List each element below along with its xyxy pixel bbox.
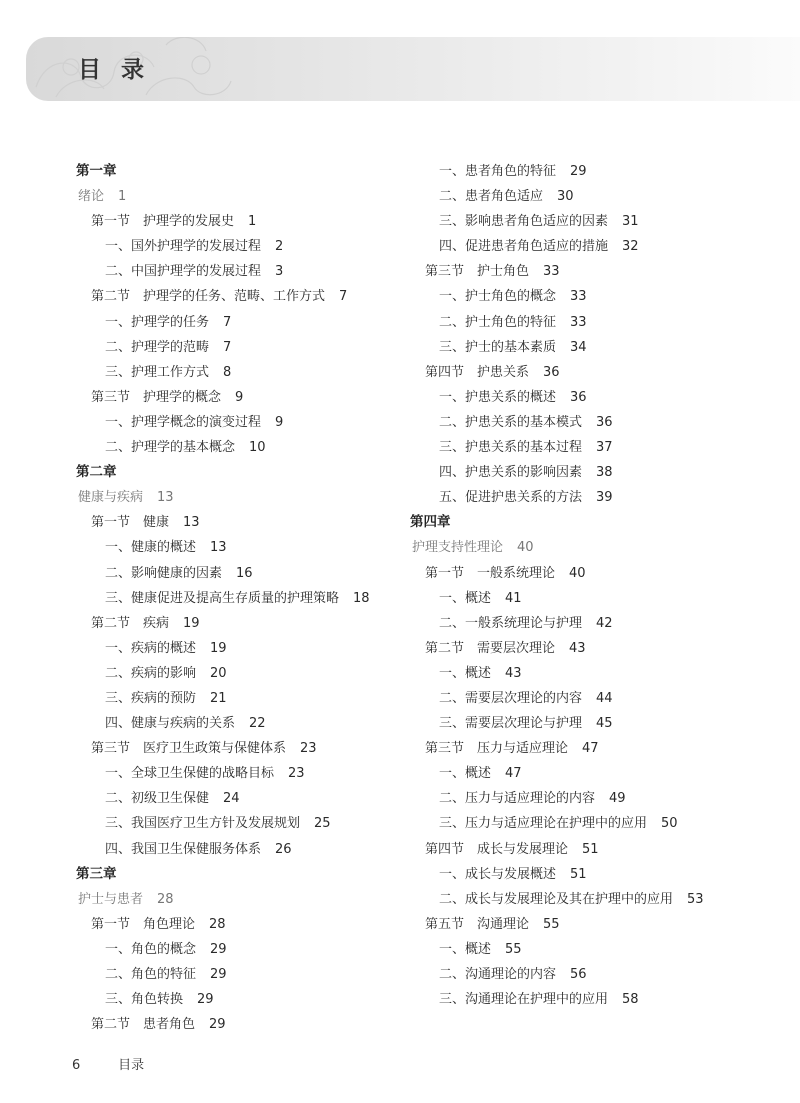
toc-entry-page: 42	[596, 615, 613, 631]
toc-item[interactable]	[410, 310, 770, 335]
toc-entry-text: 三、我国医疗卫生方针及发展规划	[105, 816, 301, 832]
toc-entry-text: 第一章	[76, 163, 117, 179]
toc-entry-text: 第二节 护理学的任务、范畴、工作方式	[91, 289, 326, 305]
toc-entry-page: 23	[288, 766, 305, 782]
toc-entry-page: 19	[183, 615, 200, 631]
toc-item[interactable]	[76, 686, 436, 711]
toc-item[interactable]	[410, 987, 770, 1012]
toc-entry-text: 三、疾病的预防	[105, 690, 197, 706]
toc-item[interactable]	[410, 460, 770, 485]
toc-entry-page: 29	[210, 941, 227, 957]
toc-item[interactable]	[76, 435, 436, 460]
toc-entry-page: 8	[223, 364, 232, 380]
toc-entry-text: 五、促进护患关系的方法	[439, 490, 583, 506]
toc-item[interactable]	[410, 686, 770, 711]
toc-entry-page: 33	[543, 264, 560, 280]
toc-section[interactable]	[410, 360, 770, 385]
toc-entry-text: 第三节 护士角色	[425, 264, 530, 280]
toc-section[interactable]	[410, 259, 770, 284]
toc-right-column	[410, 159, 770, 1012]
toc-entry-page: 25	[314, 816, 331, 832]
toc-entry-text: 二、角色的特征	[105, 967, 197, 982]
toc-entry-text: 一、患者角色的特征	[439, 164, 557, 179]
toc-entry-text: 三、角色转换	[105, 992, 184, 1008]
toc-section[interactable]	[76, 284, 436, 309]
toc-left-column	[76, 159, 436, 1037]
toc-entry-page: 7	[339, 289, 348, 305]
toc-entry-text: 四、健康与疾病的关系	[105, 716, 236, 732]
toc-entry-page: 47	[582, 741, 599, 757]
toc-entry-text: 三、影响患者角色适应的因素	[439, 214, 609, 230]
toc-section[interactable]	[410, 636, 770, 661]
toc-item[interactable]	[76, 837, 436, 862]
toc-entry-text: 一、护士角色的概念	[439, 289, 557, 305]
toc-subtitle[interactable]	[410, 535, 770, 560]
toc-entry-page: 39	[596, 490, 613, 506]
toc-entry-text: 第二章	[76, 464, 117, 481]
toc-entry-text: 一、疾病的概述	[105, 640, 197, 656]
toc-item[interactable]	[76, 786, 436, 811]
toc-subtitle[interactable]	[76, 887, 436, 912]
toc-entry-page: 50	[661, 816, 678, 832]
toc-entry-page: 40	[569, 565, 586, 581]
toc-entry-text: 二、护理学的基本概念	[105, 440, 236, 456]
toc-entry-text: 三、压力与适应理论在护理中的应用	[439, 816, 648, 832]
toc-entry-page: 49	[609, 791, 626, 807]
toc-entry-page: 33	[570, 314, 587, 330]
toc-entry-text: 第四节 护患关系	[425, 364, 530, 380]
toc-chapter	[76, 159, 436, 184]
toc-entry-text: 二、沟通理论的内容	[439, 967, 557, 982]
toc-item[interactable]	[410, 586, 770, 611]
toc-item[interactable]	[410, 335, 770, 360]
toc-entry-text: 一、护患关系的概述	[439, 389, 557, 405]
toc-chapter	[76, 862, 436, 887]
toc-entry-page: 26	[275, 841, 292, 857]
toc-section[interactable]	[76, 912, 436, 937]
toc-entry-page: 2	[275, 239, 284, 255]
toc-entry-text: 二、患者角色适应	[439, 189, 544, 205]
toc-entry-page: 16	[236, 565, 253, 581]
toc-subtitle[interactable]	[76, 184, 436, 209]
toc-item[interactable]	[76, 811, 436, 836]
toc-entry-text: 三、护理工作方式	[105, 364, 210, 380]
toc-item[interactable]	[76, 661, 436, 686]
toc-entry-text: 第一节 角色理论	[91, 916, 196, 932]
toc-entry-text: 第一节 健康	[91, 515, 170, 531]
toc-entry-text: 第三节 医疗卫生政策与保健体系	[91, 741, 287, 757]
toc-entry-page: 45	[596, 716, 613, 732]
toc-section[interactable]	[76, 611, 436, 636]
toc-entry-text: 二、成长与发展理论及其在护理中的应用	[439, 891, 674, 907]
toc-entry-text: 第四章	[410, 514, 451, 531]
toc-entry-text: 第二节 需要层次理论	[425, 640, 556, 656]
toc-entry-text: 二、疾病的影响	[105, 665, 197, 681]
header-banner	[26, 37, 800, 101]
toc-entry-text: 第二节 患者角色	[91, 1017, 196, 1033]
toc-entry-text: 一、概述	[439, 941, 492, 957]
toc-entry-page: 9	[275, 414, 284, 430]
toc-entry-text: 一、概述	[439, 665, 492, 681]
toc-item[interactable]	[76, 535, 436, 560]
toc-entry-page: 55	[505, 941, 522, 957]
toc-entry-text: 第三节 压力与适应理论	[425, 741, 569, 757]
toc-item[interactable]	[410, 811, 770, 836]
toc-entry-text: 二、中国护理学的发展过程	[105, 264, 262, 280]
toc-section[interactable]	[76, 1012, 436, 1037]
toc-entry-page: 51	[582, 841, 599, 857]
toc-entry-text: 第三节 护理学的概念	[91, 389, 222, 405]
toc-item[interactable]	[410, 159, 770, 184]
toc-item[interactable]	[76, 234, 436, 259]
toc-entry-page: 34	[570, 339, 587, 355]
toc-entry-text: 绪论	[78, 189, 105, 205]
toc-item[interactable]	[410, 209, 770, 234]
toc-entry-page: 56	[570, 967, 587, 982]
toc-item[interactable]	[76, 586, 436, 611]
toc-item[interactable]	[76, 636, 436, 661]
toc-item[interactable]	[410, 385, 770, 410]
toc-entry-text: 护士与患者	[78, 891, 144, 907]
toc-item[interactable]	[76, 410, 436, 435]
toc-entry-text: 一、成长与发展概述	[439, 866, 557, 882]
toc-item[interactable]	[410, 284, 770, 309]
toc-section[interactable]	[410, 837, 770, 862]
toc-entry-page: 44	[596, 690, 613, 706]
toc-entry-text: 第一节 一般系统理论	[425, 565, 556, 581]
footer-label: 目录	[118, 1058, 145, 1073]
toc-entry-page: 22	[249, 716, 266, 732]
toc-entry-text: 三、健康促进及提高生存质量的护理策略	[105, 590, 340, 606]
toc-entry-text: 一、护理学的任务	[105, 314, 210, 330]
toc-entry-page: 47	[505, 766, 522, 782]
toc-entry-page: 37	[596, 440, 613, 456]
toc-item[interactable]	[410, 711, 770, 736]
toc-item[interactable]	[76, 987, 436, 1012]
toc-entry-text: 一、国外护理学的发展过程	[105, 239, 262, 255]
toc-entry-text: 二、压力与适应理论的内容	[439, 791, 596, 807]
toc-item[interactable]	[410, 887, 770, 912]
toc-entry-text: 一、护理学概念的演变过程	[105, 414, 262, 430]
toc-section[interactable]	[76, 385, 436, 410]
toc-section[interactable]	[410, 912, 770, 937]
toc-entry-page: 9	[235, 389, 244, 405]
toc-entry-text: 第四节 成长与发展理论	[425, 841, 569, 857]
toc-item[interactable]	[76, 761, 436, 786]
toc-entry-page: 43	[505, 665, 522, 681]
toc-item[interactable]	[410, 962, 770, 987]
toc-entry-page: 51	[570, 866, 587, 882]
toc-item[interactable]	[410, 761, 770, 786]
toc-entry-text: 一、角色的概念	[105, 941, 197, 957]
toc-entry-page: 20	[210, 665, 227, 681]
toc-section[interactable]	[76, 209, 436, 234]
toc-entry-page: 36	[543, 364, 560, 380]
toc-entry-page: 40	[517, 540, 534, 556]
toc-item[interactable]	[76, 335, 436, 360]
toc-item[interactable]	[410, 435, 770, 460]
toc-entry-text: 第五节 沟通理论	[425, 916, 530, 932]
toc-entry-text: 二、护士角色的特征	[439, 314, 557, 330]
toc-entry-text: 二、一般系统理论与护理	[439, 615, 583, 631]
toc-entry-text: 三、护士的基本素质	[439, 339, 557, 355]
toc-entry-text: 一、概述	[439, 590, 492, 606]
toc-entry-page: 29	[209, 1017, 226, 1033]
toc-entry-page: 28	[209, 916, 226, 932]
toc-entry-page: 7	[223, 314, 232, 330]
toc-item[interactable]	[410, 786, 770, 811]
toc-item[interactable]	[410, 234, 770, 259]
toc-subtitle[interactable]	[76, 485, 436, 510]
toc-entry-page: 41	[505, 590, 522, 606]
toc-section[interactable]	[76, 736, 436, 761]
toc-entry-page: 38	[596, 465, 613, 481]
toc-entry-text: 二、需要层次理论的内容	[439, 690, 583, 706]
toc-entry-text: 二、初级卫生保健	[105, 791, 210, 807]
toc-entry-text: 第三章	[76, 865, 117, 882]
toc-entry-page: 24	[223, 791, 240, 807]
toc-entry-page: 3	[275, 264, 284, 280]
toc-entry-text: 一、健康的概述	[105, 540, 197, 556]
toc-item[interactable]	[76, 310, 436, 335]
toc-entry-page: 21	[210, 690, 227, 706]
toc-entry-page: 55	[543, 916, 560, 932]
toc-entry-text: 三、护患关系的基本过程	[439, 440, 583, 456]
toc-entry-page: 31	[622, 214, 639, 230]
toc-entry-text: 第二节 疾病	[91, 615, 170, 631]
toc-entry-text: 二、护理学的范畴	[105, 339, 210, 355]
toc-item[interactable]	[410, 661, 770, 686]
toc-item[interactable]	[76, 962, 436, 987]
toc-item[interactable]	[410, 611, 770, 636]
toc-entry-page: 29	[570, 164, 587, 179]
toc-entry-page: 32	[622, 239, 639, 255]
toc-entry-text: 二、护患关系的基本模式	[439, 414, 583, 430]
toc-item[interactable]	[410, 184, 770, 209]
toc-chapter	[410, 510, 770, 535]
page-title: 目 录	[78, 57, 151, 83]
toc-entry-page: 30	[557, 189, 574, 205]
toc-entry-page: 36	[596, 414, 613, 430]
toc-entry-page: 1	[248, 214, 257, 230]
toc-item[interactable]	[410, 485, 770, 510]
toc-entry-text: 健康与疾病	[78, 490, 144, 506]
toc-entry-page: 53	[687, 891, 704, 907]
toc-item[interactable]	[76, 360, 436, 385]
toc-entry-page: 43	[569, 640, 586, 656]
toc-entry-page: 58	[622, 992, 639, 1008]
toc-entry-text: 护理支持性理论	[412, 540, 504, 556]
toc-entry-page: 28	[157, 891, 174, 907]
toc-item[interactable]	[410, 937, 770, 962]
toc-chapter	[76, 460, 436, 485]
toc-entry-page: 1	[118, 189, 127, 205]
toc-entry-text: 三、需要层次理论与护理	[439, 716, 583, 732]
toc-entry-page: 13	[183, 515, 200, 531]
toc-item[interactable]	[410, 862, 770, 887]
toc-section[interactable]	[76, 510, 436, 535]
toc-entry-page: 10	[249, 440, 266, 456]
toc-entry-page: 29	[210, 967, 227, 982]
footer-page-number: 6	[72, 1058, 81, 1073]
toc-entry-page: 23	[300, 741, 317, 757]
toc-entry-text: 一、全球卫生保健的战略目标	[105, 766, 275, 782]
toc-item[interactable]	[76, 937, 436, 962]
toc-entry-text: 四、促进患者角色适应的措施	[439, 239, 609, 255]
toc-entry-page: 29	[197, 992, 214, 1008]
toc-entry-page: 13	[210, 540, 227, 556]
toc-entry-text: 第一节 护理学的发展史	[91, 214, 235, 230]
toc-entry-page: 18	[353, 590, 370, 606]
toc-item[interactable]	[76, 711, 436, 736]
toc-item[interactable]	[76, 561, 436, 586]
toc-entry-page: 19	[210, 640, 227, 656]
toc-item[interactable]	[410, 410, 770, 435]
toc-item[interactable]	[76, 259, 436, 284]
toc-entry-page: 36	[570, 389, 587, 405]
toc-section[interactable]	[410, 736, 770, 761]
toc-entry-page: 13	[157, 490, 174, 506]
toc-entry-text: 四、护患关系的影响因素	[439, 465, 583, 481]
toc-entry-text: 四、我国卫生保健服务体系	[105, 841, 262, 857]
toc-section[interactable]	[410, 561, 770, 586]
toc-entry-text: 一、概述	[439, 766, 492, 782]
page-footer	[72, 1054, 144, 1073]
toc-entry-page: 33	[570, 289, 587, 305]
toc-entry-text: 二、影响健康的因素	[105, 565, 223, 581]
toc-entry-text: 三、沟通理论在护理中的应用	[439, 992, 609, 1008]
toc-entry-page: 7	[223, 339, 232, 355]
